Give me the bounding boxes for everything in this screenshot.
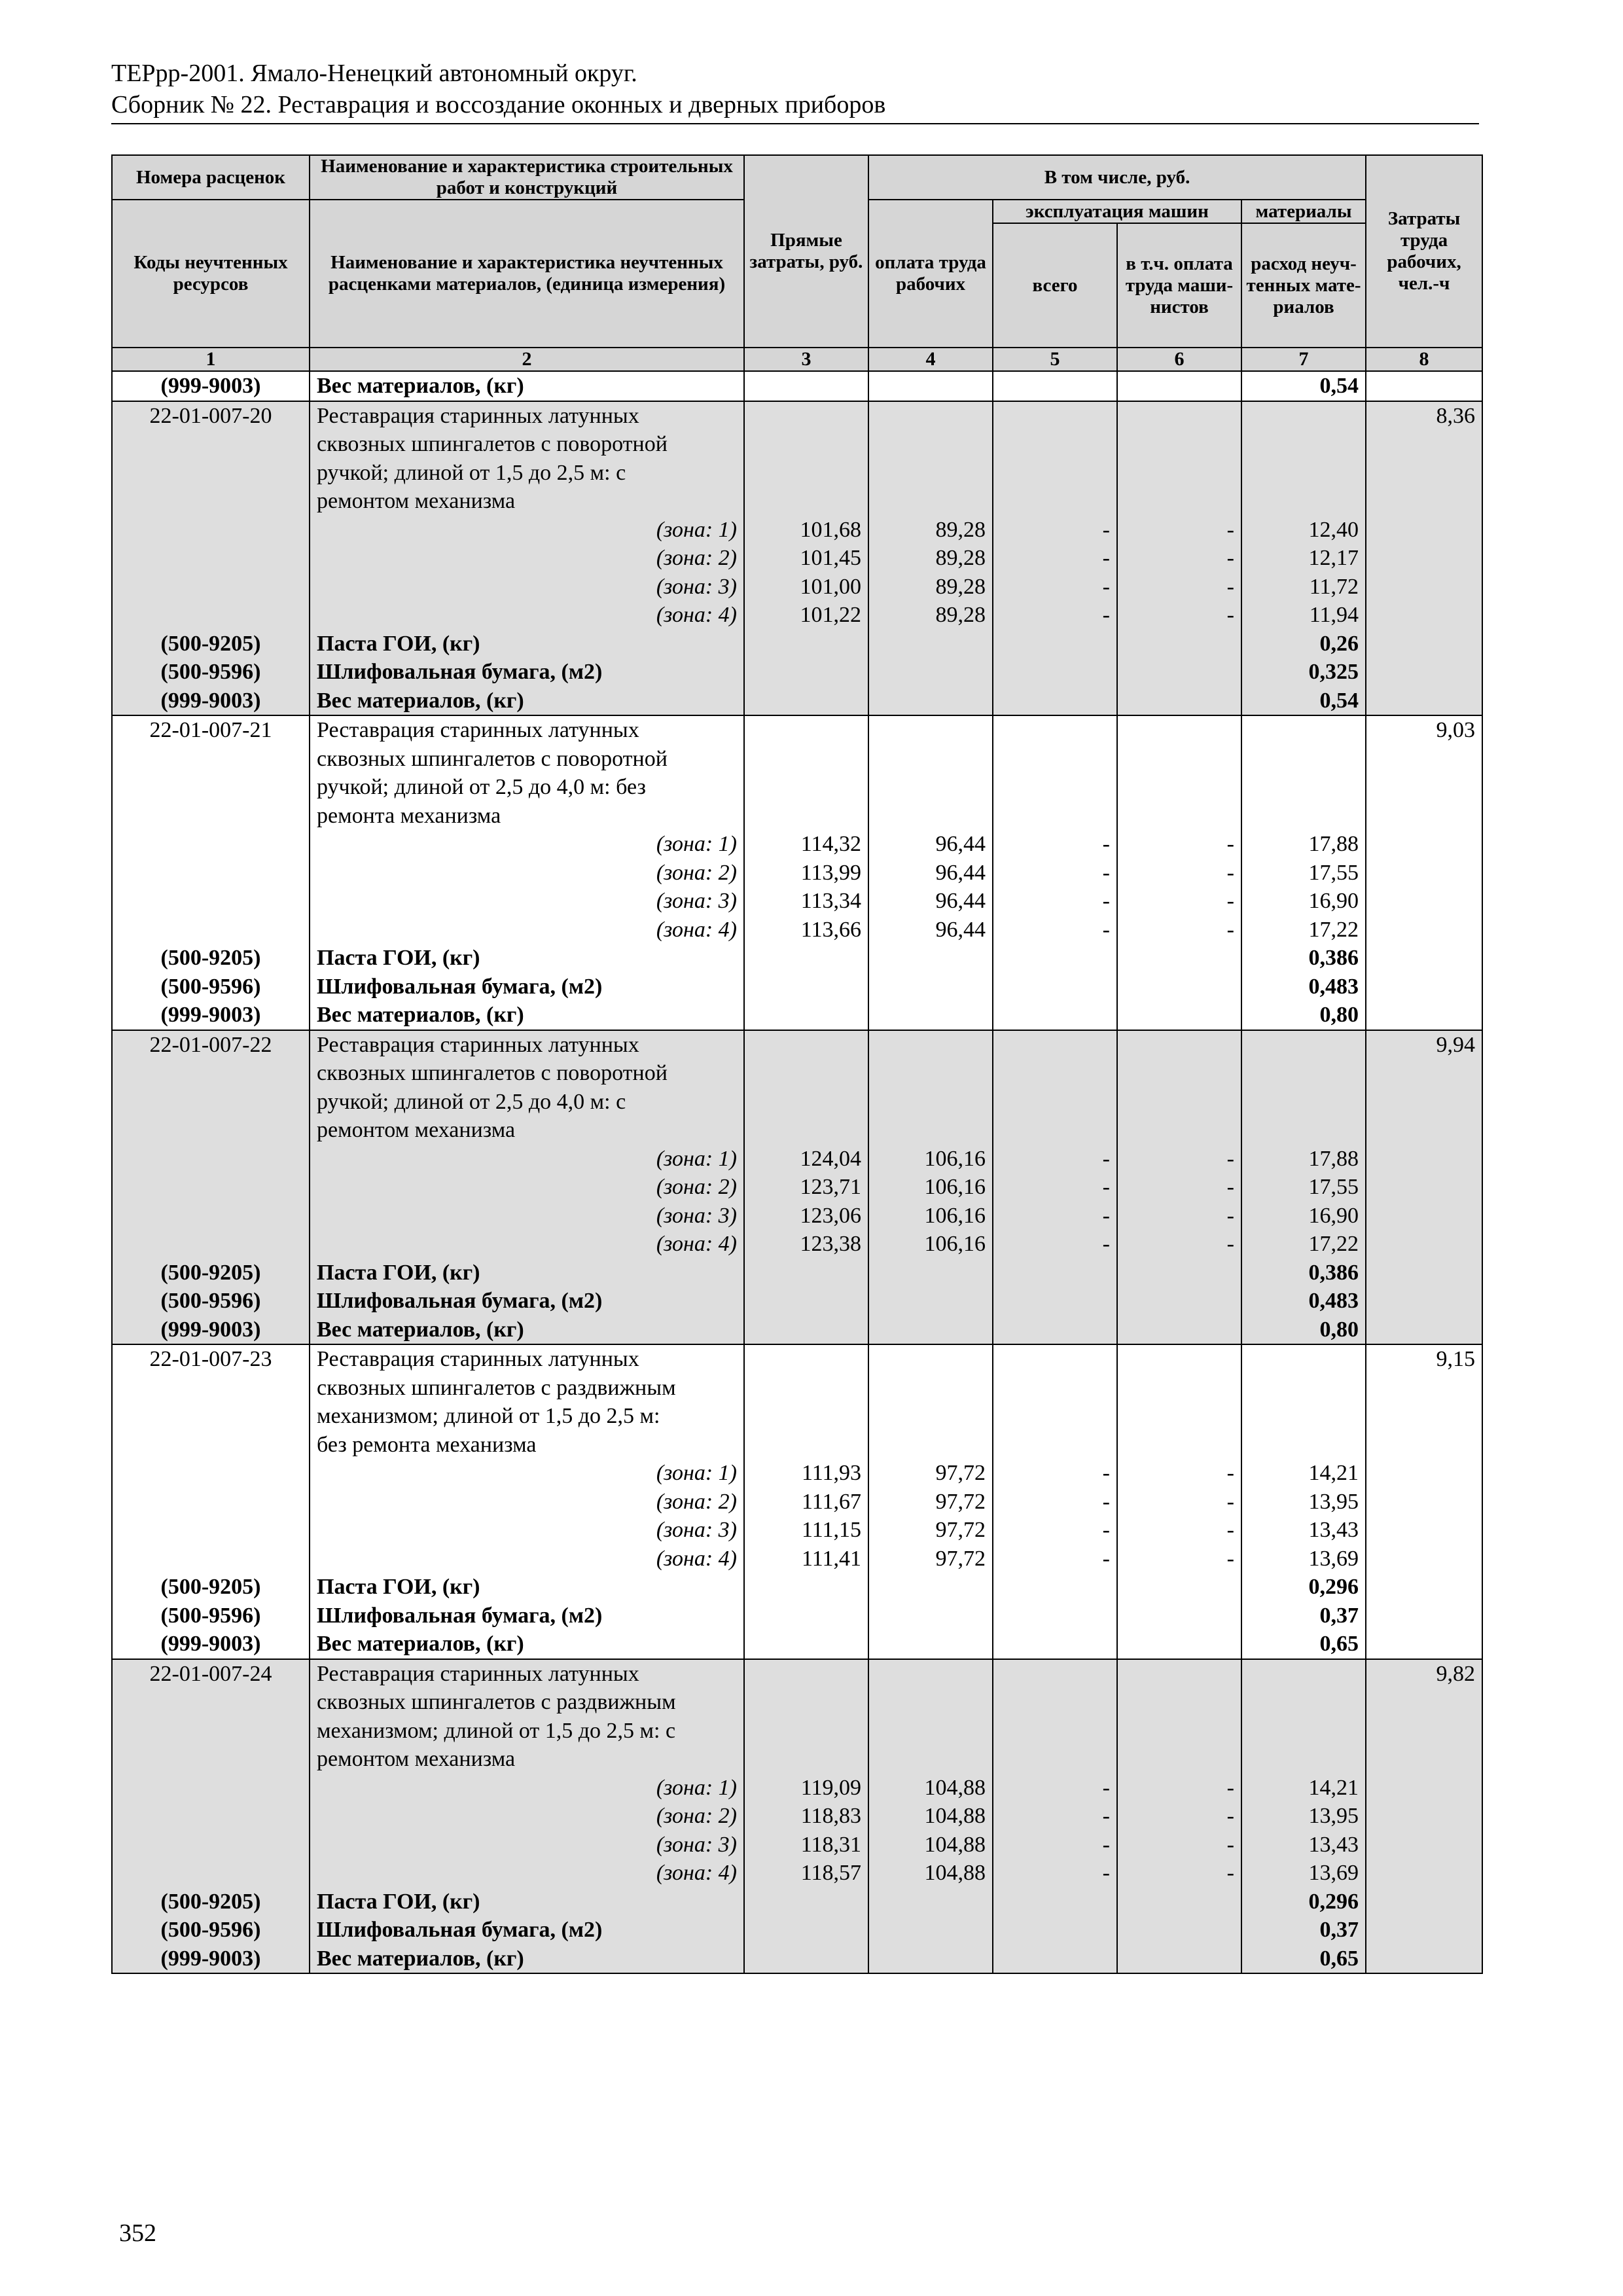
machinist-pay: - xyxy=(1117,1230,1241,1259)
column-number: 6 xyxy=(1117,348,1241,371)
zone-label: (зона: 1) xyxy=(310,1774,744,1803)
worker-pay-header: оплата труда рабочих xyxy=(868,200,993,348)
machines-total: - xyxy=(993,1831,1117,1859)
zone-row xyxy=(112,859,1482,888)
resource-row xyxy=(112,1916,1482,1945)
zone-row xyxy=(112,1488,1482,1516)
material-consumption: 0,483 xyxy=(1241,1287,1366,1316)
machinist-pay: - xyxy=(1117,1774,1241,1803)
resource-name: Вес материалов, (кг) xyxy=(310,1630,744,1659)
machines-total: - xyxy=(993,1459,1117,1488)
materials-cost: 17,55 xyxy=(1241,859,1366,888)
direct-costs-header: Прямые затраты, руб. xyxy=(744,155,868,348)
work-description-line: сквозных шпингалетов с поворотной xyxy=(310,745,744,774)
direct-costs: 113,34 xyxy=(744,887,868,916)
resource-name: Паста ГОИ, (кг) xyxy=(310,630,744,658)
resource-code: (500-9596) xyxy=(112,973,310,1001)
worker-pay: 96,44 xyxy=(868,859,993,888)
resource-code: (999-9003) xyxy=(112,687,310,716)
table-row xyxy=(112,1116,1482,1145)
zone-row xyxy=(112,887,1482,916)
material-consumption: 0,65 xyxy=(1241,1630,1366,1659)
resource-row xyxy=(112,1001,1482,1030)
column-number-row xyxy=(112,348,1482,371)
resource-code: (999-9003) xyxy=(112,1630,310,1659)
material-consumption: 0,296 xyxy=(1241,1573,1366,1602)
machines-total-header: всего xyxy=(993,223,1117,348)
zone-row xyxy=(112,1230,1482,1259)
direct-costs: 118,83 xyxy=(744,1802,868,1831)
resource-row xyxy=(112,1945,1482,1974)
work-description-line: механизмом; длиной от 1,5 до 2,5 м: с xyxy=(310,1717,744,1746)
material-consumption: 0,65 xyxy=(1241,1945,1366,1974)
zone-label: (зона: 1) xyxy=(310,1145,744,1174)
zone-label: (зона: 2) xyxy=(310,859,744,888)
resource-code: (999-9003) xyxy=(112,371,310,401)
col2-top-header: Наименование и характеристика строительных работ и конструкций xyxy=(310,155,744,200)
table-row xyxy=(112,1745,1482,1774)
resource-name: Вес материалов, (кг) xyxy=(310,1001,744,1030)
table-row xyxy=(112,459,1482,488)
table-row xyxy=(112,430,1482,459)
work-description-line: ручкой; длиной от 1,5 до 2,5 м: с xyxy=(310,459,744,488)
machines-total: - xyxy=(993,544,1117,573)
material-consumption: 0,37 xyxy=(1241,1602,1366,1630)
zone-row xyxy=(112,1459,1482,1488)
zone-label: (зона: 2) xyxy=(310,544,744,573)
zone-row xyxy=(112,1831,1482,1859)
machines-total: - xyxy=(993,601,1117,630)
direct-costs: 114,32 xyxy=(744,830,868,859)
column-number: 3 xyxy=(744,348,868,371)
resource-row xyxy=(112,1888,1482,1916)
zone-row xyxy=(112,573,1482,601)
materials-cost: 12,40 xyxy=(1241,516,1366,545)
resource-name: Шлифовальная бумага, (м2) xyxy=(310,658,744,687)
machines-total: - xyxy=(993,887,1117,916)
machines-total: - xyxy=(993,573,1117,601)
resource-code: (500-9205) xyxy=(112,630,310,658)
column-number: 2 xyxy=(310,348,744,371)
material-consumption: 0,37 xyxy=(1241,1916,1366,1945)
machinist-pay: - xyxy=(1117,1859,1241,1888)
worker-pay: 104,88 xyxy=(868,1859,993,1888)
worker-pay: 89,28 xyxy=(868,601,993,630)
table-row xyxy=(112,745,1482,774)
machines-total: - xyxy=(993,1516,1117,1545)
machines-total: - xyxy=(993,916,1117,944)
machines-total: - xyxy=(993,1545,1117,1573)
material-consumption: 0,386 xyxy=(1241,944,1366,973)
worker-pay: 97,72 xyxy=(868,1545,993,1573)
machinist-pay: - xyxy=(1117,1173,1241,1202)
worker-pay: 106,16 xyxy=(868,1145,993,1174)
labor-costs: 9,82 xyxy=(1366,1659,1482,1689)
resource-row xyxy=(112,658,1482,687)
zone-label: (зона: 3) xyxy=(310,1202,744,1230)
resource-code: (500-9205) xyxy=(112,1888,310,1916)
zone-row xyxy=(112,516,1482,545)
resource-code: (999-9003) xyxy=(112,1945,310,1974)
zone-label: (зона: 1) xyxy=(310,1459,744,1488)
materials-cost: 16,90 xyxy=(1241,887,1366,916)
machines-total: - xyxy=(993,1859,1117,1888)
zone-row xyxy=(112,916,1482,944)
labor-costs-header: Затраты труда рабочих, чел.-ч xyxy=(1366,155,1482,348)
page-header xyxy=(111,58,1479,124)
machines-group-header: эксплуатация машин xyxy=(993,200,1241,223)
materials-cost: 13,43 xyxy=(1241,1516,1366,1545)
zone-label: (зона: 4) xyxy=(310,1859,744,1888)
work-description-line: сквозных шпингалетов с раздвижным xyxy=(310,1374,744,1403)
resource-row xyxy=(112,1630,1482,1659)
zone-label: (зона: 4) xyxy=(310,1230,744,1259)
column-number: 4 xyxy=(868,348,993,371)
worker-pay: 89,28 xyxy=(868,544,993,573)
worker-pay: 96,44 xyxy=(868,887,993,916)
machinist-pay: - xyxy=(1117,601,1241,630)
resource-row xyxy=(112,1602,1482,1630)
materials-cost: 12,17 xyxy=(1241,544,1366,573)
worker-pay: 106,16 xyxy=(868,1230,993,1259)
material-consumption: 0,386 xyxy=(1241,1259,1366,1287)
resource-name: Шлифовальная бумага, (м2) xyxy=(310,1287,744,1316)
direct-costs: 111,41 xyxy=(744,1545,868,1573)
resource-name: Шлифовальная бумага, (м2) xyxy=(310,1916,744,1945)
rate-code: 22-01-007-21 xyxy=(112,715,310,745)
worker-pay: 96,44 xyxy=(868,830,993,859)
table-header xyxy=(112,155,1482,371)
table-body xyxy=(112,371,1482,1973)
direct-costs: 101,45 xyxy=(744,544,868,573)
table-row xyxy=(112,1431,1482,1460)
direct-costs: 113,66 xyxy=(744,916,868,944)
column-number: 1 xyxy=(112,348,310,371)
rates-table xyxy=(111,154,1483,1974)
work-description-line: Реставрация старинных латунных xyxy=(310,1344,744,1374)
zone-row xyxy=(112,1802,1482,1831)
zone-row xyxy=(112,1173,1482,1202)
machines-total: - xyxy=(993,1202,1117,1230)
resource-code: (500-9596) xyxy=(112,1287,310,1316)
resource-row xyxy=(112,944,1482,973)
resource-name: Паста ГОИ, (кг) xyxy=(310,1259,744,1287)
worker-pay: 97,72 xyxy=(868,1516,993,1545)
resource-code: (500-9596) xyxy=(112,658,310,687)
worker-pay: 106,16 xyxy=(868,1173,993,1202)
direct-costs: 101,22 xyxy=(744,601,868,630)
labor-costs: 9,15 xyxy=(1366,1344,1482,1374)
resource-row xyxy=(112,1316,1482,1345)
work-description-line: ремонтом механизма xyxy=(310,487,744,516)
table-row xyxy=(112,802,1482,831)
zone-label: (зона: 4) xyxy=(310,1545,744,1573)
material-consumption: 0,80 xyxy=(1241,1001,1366,1030)
materials-cost: 17,22 xyxy=(1241,916,1366,944)
work-description-line: сквозных шпингалетов с поворотной xyxy=(310,430,744,459)
resource-name: Шлифовальная бумага, (м2) xyxy=(310,1602,744,1630)
work-description-line: без ремонта механизма xyxy=(310,1431,744,1460)
table-row xyxy=(112,401,1482,431)
machines-total: - xyxy=(993,830,1117,859)
machinist-pay: - xyxy=(1117,573,1241,601)
table-row xyxy=(112,1659,1482,1689)
resource-code: (999-9003) xyxy=(112,1001,310,1030)
machinist-pay: - xyxy=(1117,1516,1241,1545)
direct-costs: 101,00 xyxy=(744,573,868,601)
materials-cost: 13,69 xyxy=(1241,1859,1366,1888)
work-description-line: механизмом; длиной от 1,5 до 2,5 м: xyxy=(310,1402,744,1431)
table-row xyxy=(112,371,1482,401)
resource-code: (500-9596) xyxy=(112,1916,310,1945)
work-description-line: ручкой; длиной от 2,5 до 4,0 м: без xyxy=(310,773,744,802)
materials-cost: 14,21 xyxy=(1241,1774,1366,1803)
zone-label: (зона: 3) xyxy=(310,573,744,601)
zone-label: (зона: 3) xyxy=(310,887,744,916)
work-description-line: Реставрация старинных латунных xyxy=(310,1659,744,1689)
materials-group-header: материалы xyxy=(1241,200,1366,223)
table-row xyxy=(112,487,1482,516)
worker-pay: 106,16 xyxy=(868,1202,993,1230)
zone-row xyxy=(112,1859,1482,1888)
materials-cost: 17,88 xyxy=(1241,1145,1366,1174)
rate-code: 22-01-007-20 xyxy=(112,401,310,431)
resource-code: (500-9205) xyxy=(112,1259,310,1287)
zone-row xyxy=(112,1774,1482,1803)
resource-name: Паста ГОИ, (кг) xyxy=(310,1888,744,1916)
materials-cost: 16,90 xyxy=(1241,1202,1366,1230)
table-row xyxy=(112,1402,1482,1431)
material-consumption: 0,296 xyxy=(1241,1888,1366,1916)
table-row xyxy=(112,773,1482,802)
resource-row xyxy=(112,687,1482,716)
column-number: 8 xyxy=(1366,348,1482,371)
column-number: 7 xyxy=(1241,348,1366,371)
resource-name: Паста ГОИ, (кг) xyxy=(310,1573,744,1602)
machinist-pay: - xyxy=(1117,544,1241,573)
zone-row xyxy=(112,1145,1482,1174)
zone-label: (зона: 2) xyxy=(310,1488,744,1516)
zone-label: (зона: 3) xyxy=(310,1516,744,1545)
machines-total: - xyxy=(993,1802,1117,1831)
machinist-pay: - xyxy=(1117,1202,1241,1230)
work-description-line: сквозных шпингалетов с раздвижным xyxy=(310,1688,744,1717)
labor-costs: 9,03 xyxy=(1366,715,1482,745)
machinist-pay: - xyxy=(1117,516,1241,545)
materials-cost: 11,94 xyxy=(1241,601,1366,630)
machines-total: - xyxy=(993,1488,1117,1516)
resource-code: (999-9003) xyxy=(112,1316,310,1345)
zone-label: (зона: 3) xyxy=(310,1831,744,1859)
direct-costs: 123,38 xyxy=(744,1230,868,1259)
worker-pay: 104,88 xyxy=(868,1831,993,1859)
materials-cost: 17,88 xyxy=(1241,830,1366,859)
materials-cost: 17,22 xyxy=(1241,1230,1366,1259)
materials-cost: 13,43 xyxy=(1241,1831,1366,1859)
machines-total: - xyxy=(993,1145,1117,1174)
table-row xyxy=(112,1088,1482,1117)
zone-label: (зона: 1) xyxy=(310,830,744,859)
table-row xyxy=(112,1030,1482,1060)
rate-code: 22-01-007-23 xyxy=(112,1344,310,1374)
machinist-pay-header: в т.ч. оплата труда маши-нистов xyxy=(1117,223,1241,348)
machines-total: - xyxy=(993,1774,1117,1803)
including-group-header: В том числе, руб. xyxy=(868,155,1366,200)
material-consumption: 0,80 xyxy=(1241,1316,1366,1345)
direct-costs: 119,09 xyxy=(744,1774,868,1803)
machinist-pay: - xyxy=(1117,830,1241,859)
machines-total: - xyxy=(993,859,1117,888)
table-row xyxy=(112,715,1482,745)
column-number: 5 xyxy=(993,348,1117,371)
worker-pay: 96,44 xyxy=(868,916,993,944)
machines-total: - xyxy=(993,1173,1117,1202)
worker-pay: 97,72 xyxy=(868,1459,993,1488)
machinist-pay: - xyxy=(1117,1831,1241,1859)
col1-bottom-header: Коды неучтенных ресурсов xyxy=(112,200,310,348)
col1-top-header: Номера расценок xyxy=(112,155,310,200)
work-description-line: ручкой; длиной от 2,5 до 4,0 м: с xyxy=(310,1088,744,1117)
zone-label: (зона: 1) xyxy=(310,516,744,545)
rate-code: 22-01-007-24 xyxy=(112,1659,310,1689)
resource-row xyxy=(112,1259,1482,1287)
zone-row xyxy=(112,1516,1482,1545)
direct-costs: 111,15 xyxy=(744,1516,868,1545)
work-description-line: ремонта механизма xyxy=(310,802,744,831)
material-consumption: 0,54 xyxy=(1241,371,1366,401)
page-number: 352 xyxy=(119,2219,156,2247)
zone-label: (зона: 4) xyxy=(310,601,744,630)
direct-costs: 124,04 xyxy=(744,1145,868,1174)
worker-pay: 89,28 xyxy=(868,573,993,601)
machinist-pay: - xyxy=(1117,859,1241,888)
materials-consumption-header: расход неуч-тенных мате-риалов xyxy=(1241,223,1366,348)
resource-code: (500-9205) xyxy=(112,944,310,973)
machines-total: - xyxy=(993,1230,1117,1259)
resource-code: (500-9205) xyxy=(112,1573,310,1602)
machinist-pay: - xyxy=(1117,1802,1241,1831)
direct-costs: 123,71 xyxy=(744,1173,868,1202)
work-description-line: Реставрация старинных латунных xyxy=(310,715,744,745)
materials-cost: 11,72 xyxy=(1241,573,1366,601)
col2-bottom-header: Наименование и характеристика неучтенных расценками материалов, (единица измерения) xyxy=(310,200,744,348)
resource-name: Вес материалов, (кг) xyxy=(310,687,744,716)
direct-costs: 118,31 xyxy=(744,1831,868,1859)
zone-row xyxy=(112,1202,1482,1230)
worker-pay: 97,72 xyxy=(868,1488,993,1516)
materials-cost: 13,95 xyxy=(1241,1488,1366,1516)
worker-pay: 104,88 xyxy=(868,1774,993,1803)
machinist-pay: - xyxy=(1117,1545,1241,1573)
worker-pay: 104,88 xyxy=(868,1802,993,1831)
machinist-pay: - xyxy=(1117,1145,1241,1174)
table-row xyxy=(112,1688,1482,1717)
resource-name: Паста ГОИ, (кг) xyxy=(310,944,744,973)
materials-cost: 14,21 xyxy=(1241,1459,1366,1488)
resource-name: Вес материалов, (кг) xyxy=(310,1316,744,1345)
machinist-pay: - xyxy=(1117,887,1241,916)
table-row xyxy=(112,1059,1482,1088)
table-row xyxy=(112,1374,1482,1403)
direct-costs: 111,93 xyxy=(744,1459,868,1488)
resource-row xyxy=(112,1573,1482,1602)
zone-label: (зона: 4) xyxy=(310,916,744,944)
resource-row xyxy=(112,630,1482,658)
direct-costs: 123,06 xyxy=(744,1202,868,1230)
labor-costs: 9,94 xyxy=(1366,1030,1482,1060)
materials-cost: 13,95 xyxy=(1241,1802,1366,1831)
rate-code: 22-01-007-22 xyxy=(112,1030,310,1060)
machinist-pay: - xyxy=(1117,1459,1241,1488)
work-description-line: ремонтом механизма xyxy=(310,1116,744,1145)
resource-name: Вес материалов, (кг) xyxy=(310,371,744,401)
direct-costs: 101,68 xyxy=(744,516,868,545)
direct-costs: 111,67 xyxy=(744,1488,868,1516)
machinist-pay: - xyxy=(1117,916,1241,944)
zone-row xyxy=(112,1545,1482,1573)
zone-row xyxy=(112,601,1482,630)
materials-cost: 13,69 xyxy=(1241,1545,1366,1573)
material-consumption: 0,26 xyxy=(1241,630,1366,658)
material-consumption: 0,54 xyxy=(1241,687,1366,716)
work-description-line: сквозных шпингалетов с поворотной xyxy=(310,1059,744,1088)
material-consumption: 0,325 xyxy=(1241,658,1366,687)
resource-row xyxy=(112,1287,1482,1316)
direct-costs: 113,99 xyxy=(744,859,868,888)
work-description-line: ремонтом механизма xyxy=(310,1745,744,1774)
machinist-pay: - xyxy=(1117,1488,1241,1516)
machines-total: - xyxy=(993,516,1117,545)
work-description-line: Реставрация старинных латунных xyxy=(310,401,744,431)
resource-row xyxy=(112,973,1482,1001)
resource-code: (500-9596) xyxy=(112,1602,310,1630)
resource-name: Вес материалов, (кг) xyxy=(310,1945,744,1974)
header-collection-line: Сборник № 22. Реставрация и воссоздание оконных и дверных приборов xyxy=(111,91,886,118)
worker-pay: 89,28 xyxy=(868,516,993,545)
materials-cost: 17,55 xyxy=(1241,1173,1366,1202)
header-title-line: ТЕРрр-2001. Ямало-Ненецкий автономный округ. xyxy=(111,60,637,87)
material-consumption: 0,483 xyxy=(1241,973,1366,1001)
zone-row xyxy=(112,544,1482,573)
zone-row xyxy=(112,830,1482,859)
table-row xyxy=(112,1717,1482,1746)
zone-label: (зона: 2) xyxy=(310,1173,744,1202)
work-description-line: Реставрация старинных латунных xyxy=(310,1030,744,1060)
direct-costs: 118,57 xyxy=(744,1859,868,1888)
table-row xyxy=(112,1344,1482,1374)
resource-name: Шлифовальная бумага, (м2) xyxy=(310,973,744,1001)
zone-label: (зона: 2) xyxy=(310,1802,744,1831)
labor-costs: 8,36 xyxy=(1366,401,1482,431)
